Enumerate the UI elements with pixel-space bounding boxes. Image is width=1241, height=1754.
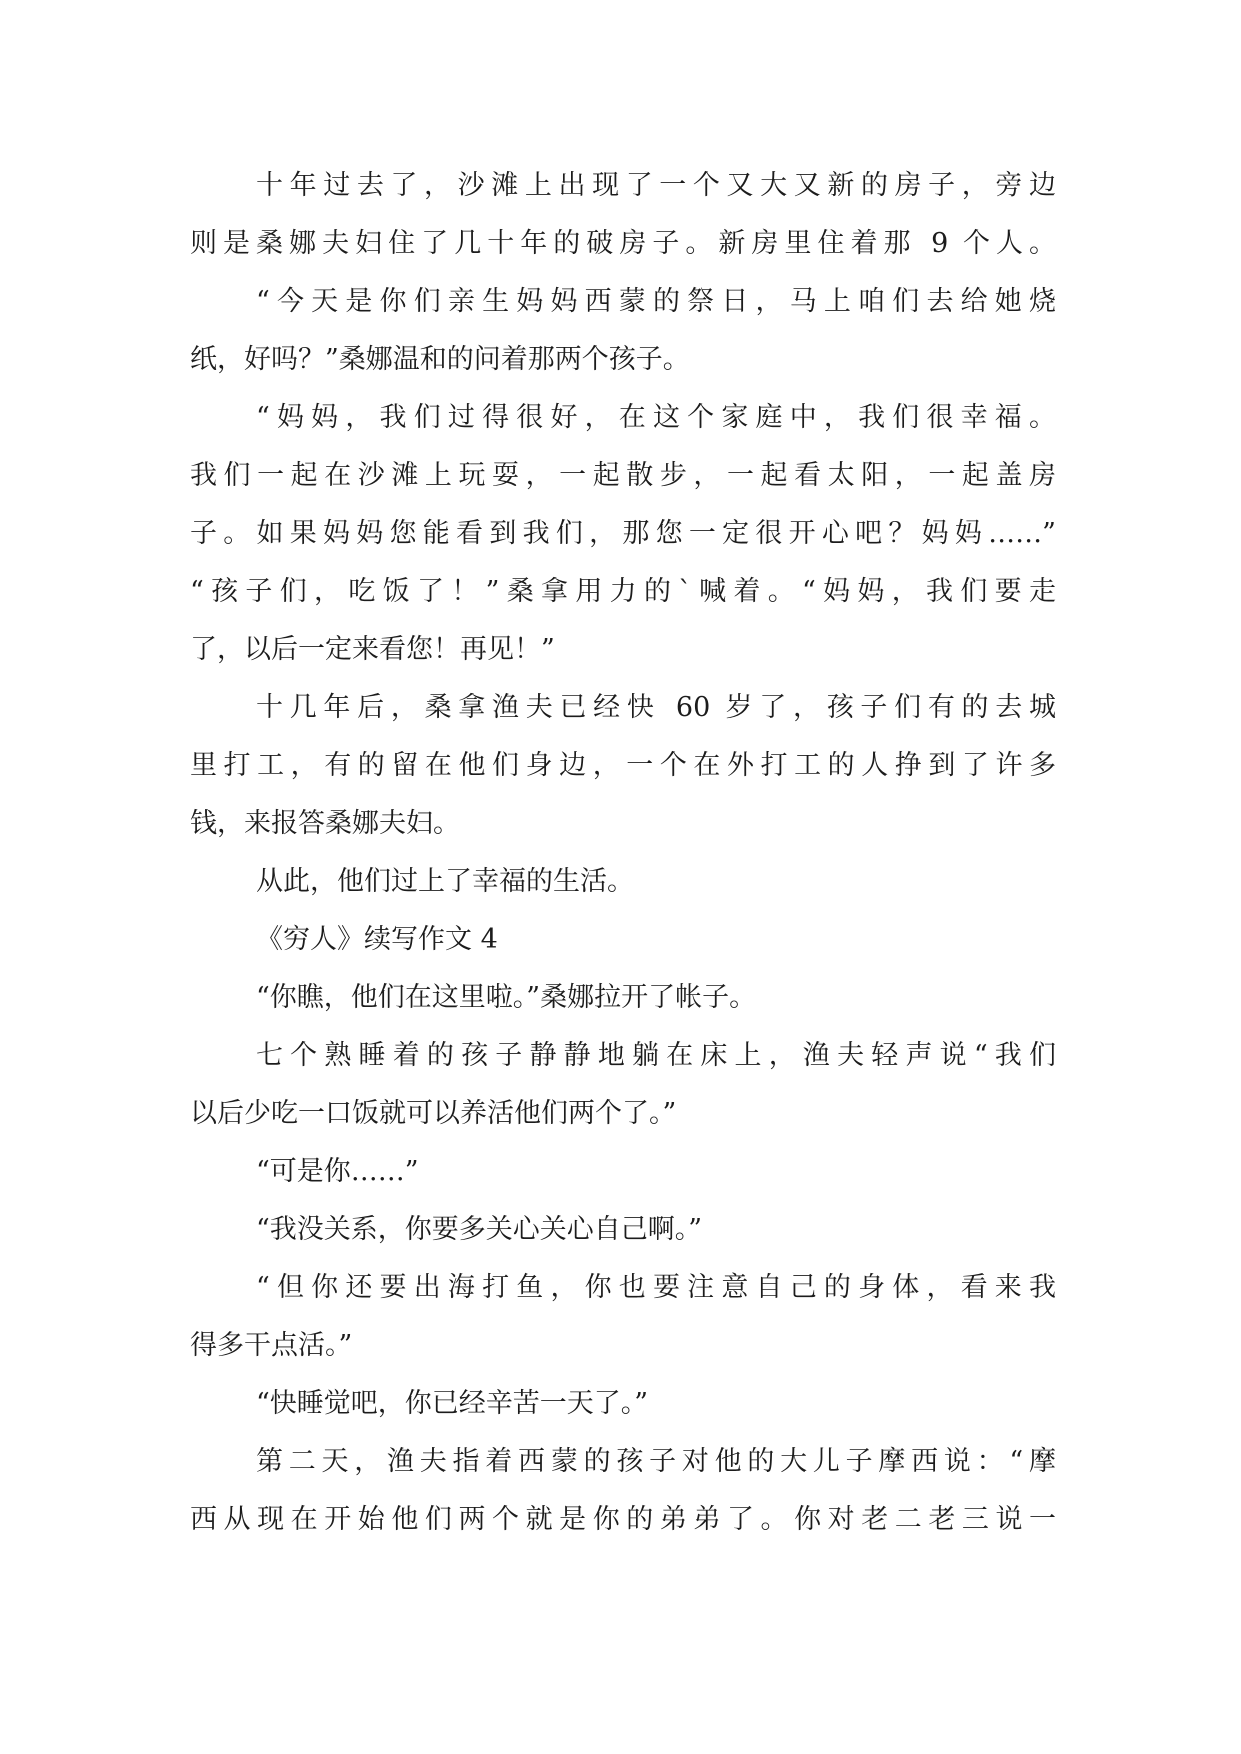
text-line: “今天是你们亲生妈妈西蒙的祭日，马上咱们去给她烧 xyxy=(256,286,1056,317)
section-heading: 《穷人》续写作文 4 xyxy=(256,924,498,955)
text-line: 得多干点活。” xyxy=(190,1330,353,1361)
text-line: “可是你……” xyxy=(256,1156,419,1187)
text-line: 十年过去了，沙滩上出现了一个又大又新的房子，旁边 xyxy=(256,170,1056,201)
text-line: 我们一起在沙滩上玩耍，一起散步，一起看太阳，一起盖房 xyxy=(190,460,1056,491)
text-line: 子。如果妈妈您能看到我们，那您一定很开心吧？妈妈……” xyxy=(190,518,1056,549)
text-line: “你瞧，他们在这里啦。”桑娜拉开了帐子。 xyxy=(256,982,757,1013)
text-line: 西从现在开始他们两个就是你的弟弟了。你对老二老三说一 xyxy=(190,1504,1056,1535)
text-line: 七个熟睡着的孩子静静地躺在床上，渔夫轻声说“我们 xyxy=(256,1040,1056,1071)
text-line: 第二天，渔夫指着西蒙的孩子对他的大儿子摩西说：“摩 xyxy=(256,1446,1056,1477)
text-line: “妈妈，我们过得很好，在这个家庭中，我们很幸福。 xyxy=(256,402,1056,433)
text-line: “我没关系，你要多关心关心自己啊。” xyxy=(256,1214,703,1245)
text-line: 从此，他们过上了幸福的生活。 xyxy=(256,866,634,897)
text-line: “快睡觉吧，你已经辛苦一天了。” xyxy=(256,1388,649,1419)
text-line: 以后少吃一口饭就可以养活他们两个了。” xyxy=(190,1098,677,1129)
text-line: 钱，来报答桑娜夫妇。 xyxy=(190,808,460,839)
text-line: 十几年后，桑拿渔夫已经快 60 岁了，孩子们有的去城 xyxy=(256,692,1056,723)
text-line: 则是桑娜夫妇住了几十年的破房子。新房里住着那 9 个人。 xyxy=(190,228,1056,259)
text-line: “孩子们，吃饭了！”桑拿用力的`喊着。“妈妈，我们要走 xyxy=(190,576,1056,607)
text-line: 纸，好吗？”桑娜温和的问着那两个孩子。 xyxy=(190,344,690,375)
text-line: “但你还要出海打鱼，你也要注意自己的身体，看来我 xyxy=(256,1272,1056,1303)
document-body xyxy=(190,157,1056,1549)
text-line: 了，以后一定来看您！再见！” xyxy=(190,634,555,665)
text-line: 里打工，有的留在他们身边，一个在外打工的人挣到了许多 xyxy=(190,750,1056,781)
